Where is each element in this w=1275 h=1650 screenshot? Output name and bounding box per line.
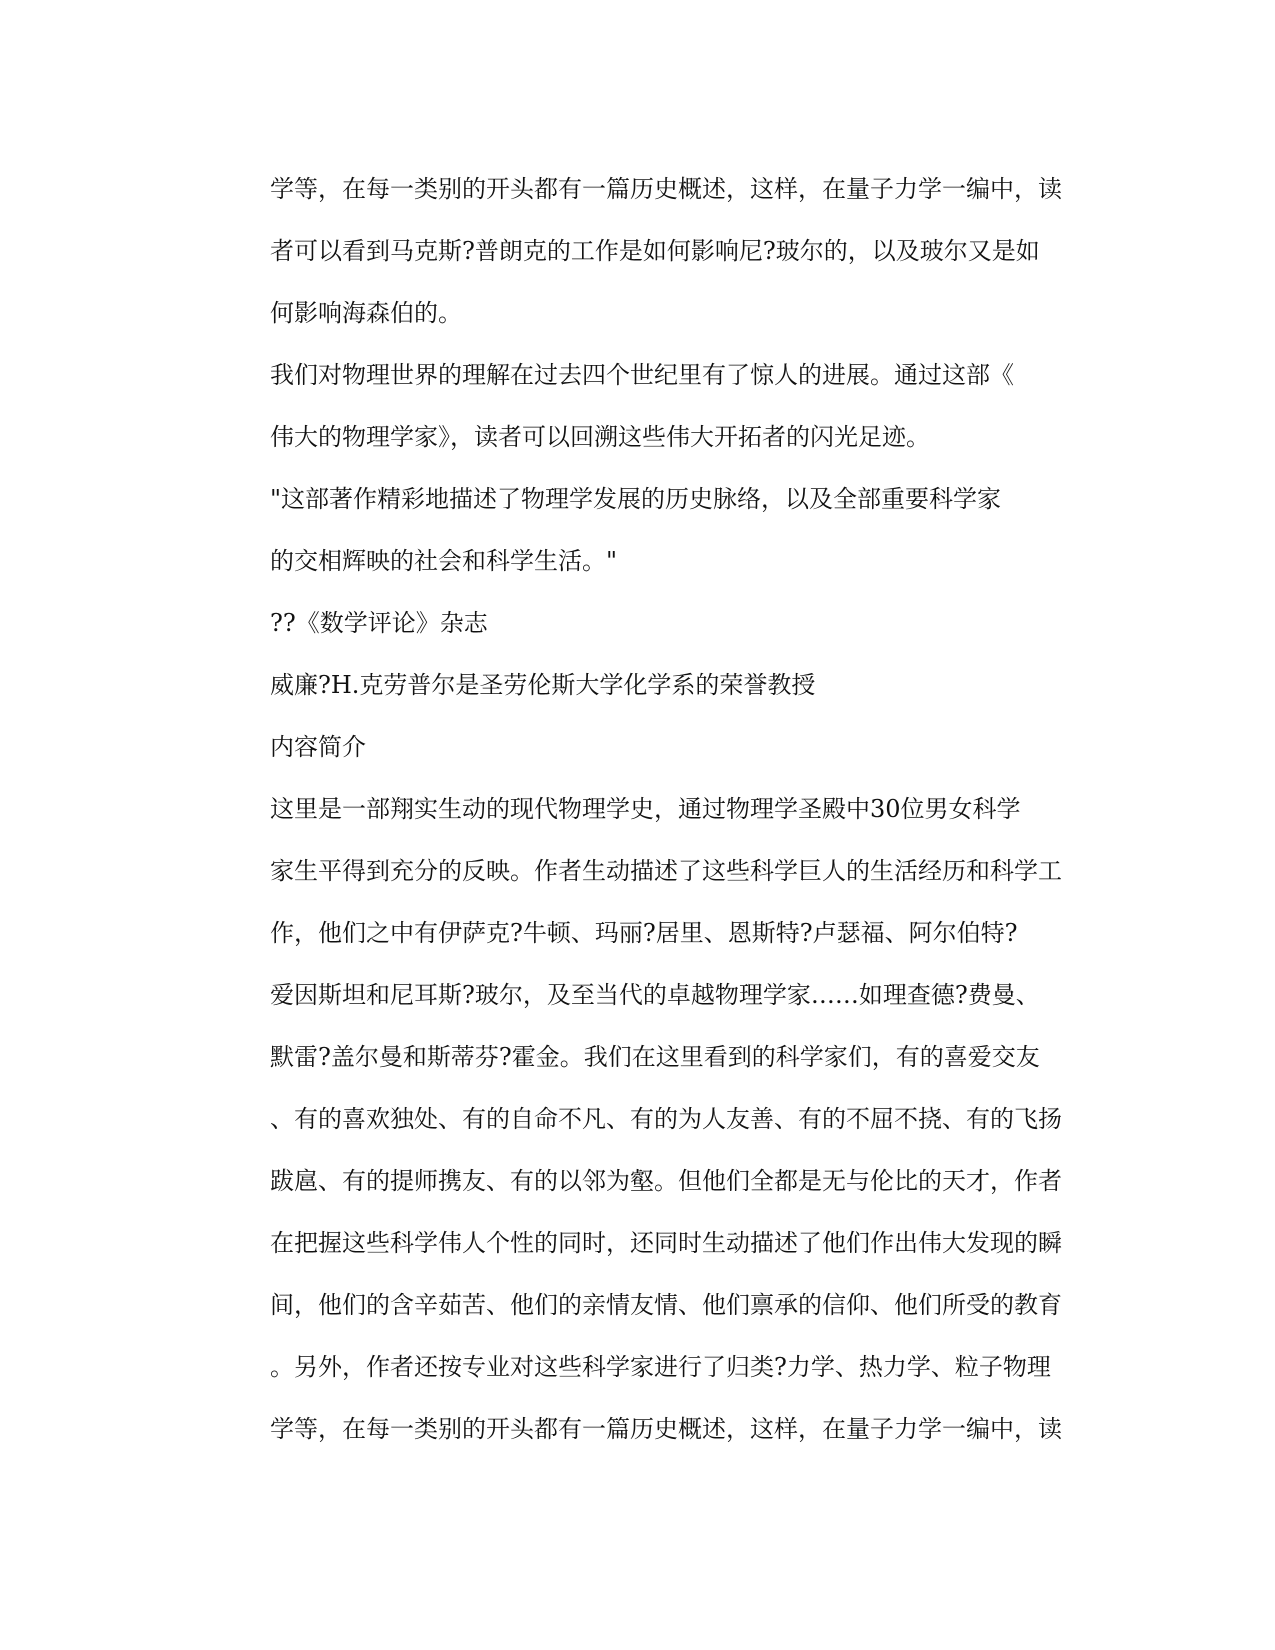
text-line: 者可以看到马克斯?普朗克的工作是如何影响尼?玻尔的，以及玻尔又是如 (270, 237, 1040, 265)
text-line: 默雷?盖尔曼和斯蒂芬?霍金。我们在这里看到的科学家们，有的喜爱交友 (270, 1043, 1040, 1071)
author-note: 威廉?H.克劳普尔是圣劳伦斯大学化学系的荣誉教授 (270, 671, 816, 699)
quote-line: "这部著作精彩地描述了物理学发展的历史脉络，以及全部重要科学家 (270, 485, 1002, 513)
text-line: 这里是一部翔实生动的现代物理学史，通过物理学圣殿中30位男女科学 (270, 795, 1021, 823)
text-line: 跋扈、有的提师携友、有的以邻为壑。但他们全都是无与伦比的天才，作者 (270, 1167, 1062, 1195)
text-line: 我们对物理世界的理解在过去四个世纪里有了惊人的进展。通过这部《 (270, 361, 1014, 389)
text-line: 伟大的物理学家》，读者可以回溯这些伟大开拓者的闪光足迹。 (270, 423, 930, 451)
quote-line: 的交相辉映的社会和科学生活。" (270, 547, 618, 575)
text-line: 、有的喜欢独处、有的自命不凡、有的为人友善、有的不屈不挠、有的飞扬 (270, 1105, 1062, 1133)
body-text (270, 158, 1090, 1460)
text-line: 学等，在每一类别的开头都有一篇历史概述，这样，在量子力学一编中，读 (270, 1415, 1062, 1443)
quote-source: ??《数学评论》杂志 (270, 609, 488, 637)
text-line: 在把握这些科学伟人个性的同时，还同时生动描述了他们作出伟大发现的瞬 (270, 1229, 1062, 1257)
text-line: 。另外，作者还按专业对这些科学家进行了归类?力学、热力学、粒子物理 (270, 1353, 1051, 1381)
text-line: 学等，在每一类别的开头都有一篇历史概述，这样，在量子力学一编中，读 (270, 175, 1062, 203)
text-line: 作，他们之中有伊萨克?牛顿、玛丽?居里、恩斯特?卢瑟福、阿尔伯特? (270, 919, 1018, 947)
text-line: 家生平得到充分的反映。作者生动描述了这些科学巨人的生活经历和科学工 (270, 857, 1062, 885)
text-line: 爱因斯坦和尼耳斯?玻尔，及至当代的卓越物理学家……如理查德?费曼、 (270, 981, 1040, 1009)
text-line: 何影响海森伯的。 (270, 299, 462, 327)
text-line: 间，他们的含辛茹苦、他们的亲情友情、他们禀承的信仰、他们所受的教育 (270, 1291, 1062, 1319)
section-heading: 内容简介 (270, 733, 366, 761)
